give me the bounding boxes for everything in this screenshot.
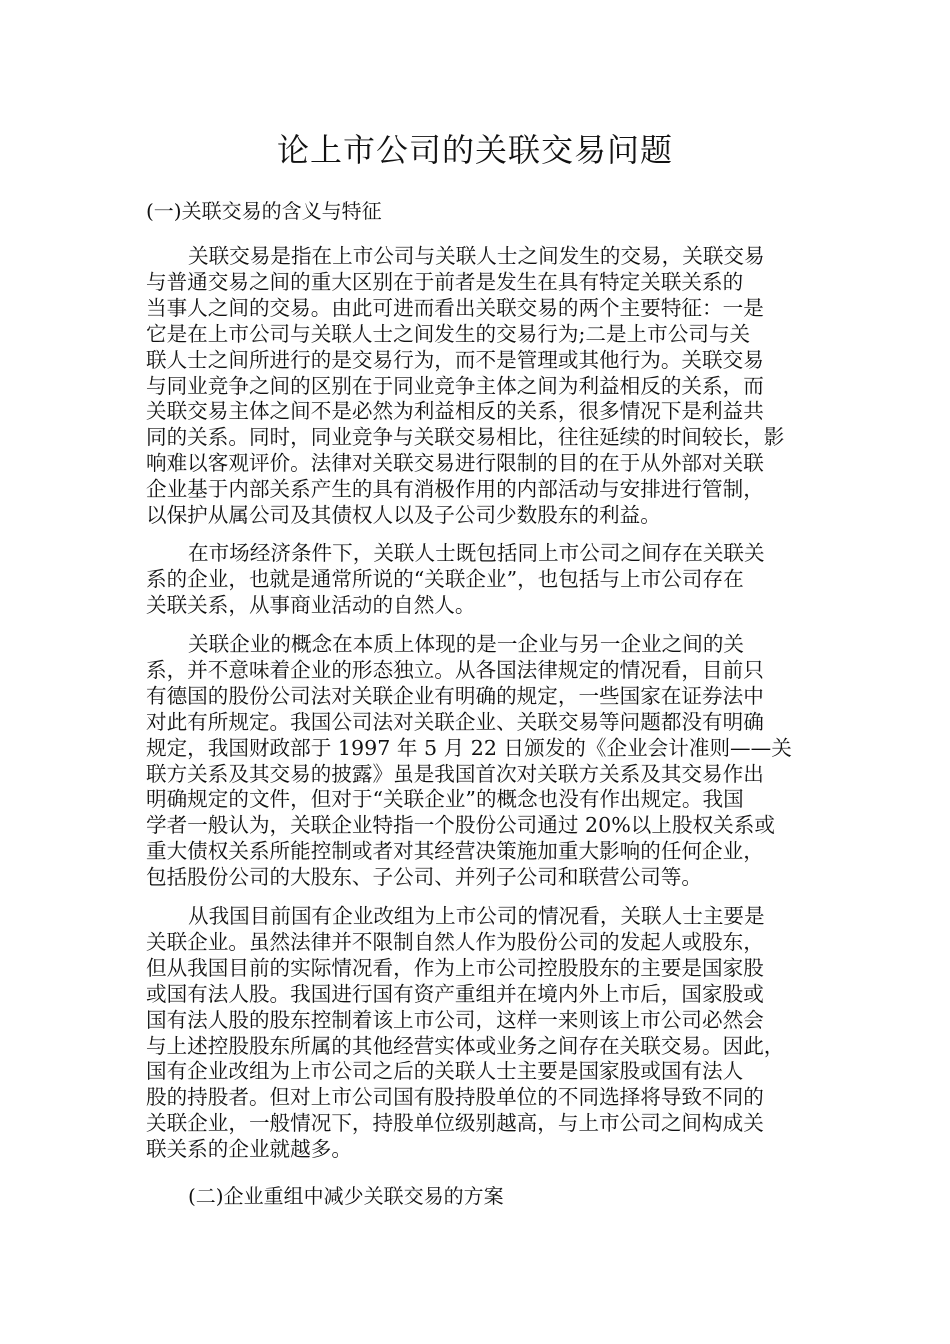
paragraph-line: 它是在上市公司与关联人士之间发生的交易行为;二是上市公司与关 [146, 321, 751, 346]
paragraph-line: 关联企业的概念在本质上体现的是一企业与另一企业之间的关 [188, 632, 745, 656]
paragraph-line: 关联企业，一般情况下，持股单位级别越高，与上市公司之间构成关 [146, 1111, 764, 1136]
paragraph-line: 关联交易是指在上市公司与关联人士之间发生的交易，关联交易 [188, 244, 765, 268]
paragraph-3 [146, 632, 810, 891]
paragraph-line: 以保护从属公司及其债权人以及子公司少数股东的利益。 [146, 503, 661, 528]
paragraph-line: 但从我国目前的实际情况看，作为上市公司控股股东的主要是国家股 [146, 955, 764, 980]
paragraph-line: 与上述控股股东所属的其他经营实体或业务之间存在关联交易。因此， [146, 1033, 785, 1058]
paragraph-line: 联人士之间所进行的是交易行为，而不是管理或其他行为。关联交易 [146, 347, 764, 372]
paragraph-line: 关联交易主体之间不是必然为利益相反的关系，很多情况下是利益共 [146, 399, 764, 424]
section-heading-1: (一)关联交易的含义与特征 [146, 199, 382, 223]
paragraph-line: 包括股份公司的大股东、子公司、并列子公司和联营公司等。 [146, 865, 703, 890]
paragraph-line: 联关系的企业就越多。 [146, 1137, 352, 1162]
document-title: 论上市公司的关联交易问题 [276, 131, 673, 169]
paragraph-line: 或国有法人股。我国进行国有资产重组并在境内外上市后，国家股或 [146, 981, 764, 1006]
paragraph-line: 关联企业。虽然法律并不限制自然人作为股份公司的发起人或股东， [146, 929, 764, 954]
paragraph-line: 股的持股者。但对上市公司国有股持股单位的不同选择将导致不同的 [146, 1085, 764, 1110]
paragraph-line: 重大债权关系所能控制或者对其经营决策施加重大影响的任何企业， [146, 839, 764, 864]
paragraph-line: 对此有所规定。我国公司法对关联企业、关联交易等问题都没有明确 [146, 709, 764, 734]
paragraph-line: 有德国的股份公司法对关联企业有明确的规定，一些国家在证券法中 [146, 683, 764, 708]
section-heading-2: (二)企业重组中减少关联交易的方案 [188, 1184, 504, 1208]
paragraph-line: 从我国目前国有企业改组为上市公司的情况看，关联人士主要是 [188, 904, 765, 928]
paragraph-line: 规定，我国财政部于 1997 年 5 月 22 日颁发的《企业会计准则——关 [146, 735, 792, 760]
paragraph-line: 联方关系及其交易的披露》虽是我国首次对关联方关系及其交易作出 [146, 761, 764, 786]
paragraph-line: 关联关系，从事商业活动的自然人。 [146, 592, 476, 617]
paragraph-line: 系的企业，也就是通常所说的“关联企业”，也包括与上市公司存在 [146, 566, 744, 591]
paragraph-1 [146, 244, 810, 529]
paragraph-line: 响难以客观评价。法律对关联交易进行限制的目的在于从外部对关联 [146, 451, 764, 476]
paragraph-line: 与同业竞争之间的区别在于同业竞争主体之间为利益相反的关系，而 [146, 373, 764, 398]
paragraph-line: 明确规定的文件，但对于“关联企业”的概念也没有作出规定。我国 [146, 787, 744, 812]
paragraph-line: 学者一般认为，关联企业特指一个股份公司通过 20%以上股权关系或 [146, 813, 775, 838]
paragraph-line: 同的关系。同时，同业竞争与关联交易相比，往往延续的时间较长，影 [146, 425, 785, 450]
paragraph-line: 企业基于内部关系产生的具有消极作用的内部活动与安排进行管制， [146, 477, 764, 502]
paragraph-line: 当事人之间的交易。由此可进而看出关联交易的两个主要特征：一是 [146, 295, 764, 320]
paragraph-4 [146, 904, 810, 1163]
paragraph-2 [146, 541, 810, 619]
paragraph-line: 与普通交易之间的重大区别在于前者是发生在具有特定关联关系的 [146, 269, 744, 294]
paragraph-line: 在市场经济条件下，关联人士既包括同上市公司之间存在关联关 [188, 541, 765, 565]
paragraph-line: 国有企业改组为上市公司之后的关联人士主要是国家股或国有法人 [146, 1059, 744, 1084]
paragraph-line: 国有法人股的股东控制着该上市公司，这样一来则该上市公司必然会 [146, 1007, 764, 1032]
paragraph-line: 系，并不意味着企业的形态独立。从各国法律规定的情况看，目前只 [146, 657, 764, 682]
